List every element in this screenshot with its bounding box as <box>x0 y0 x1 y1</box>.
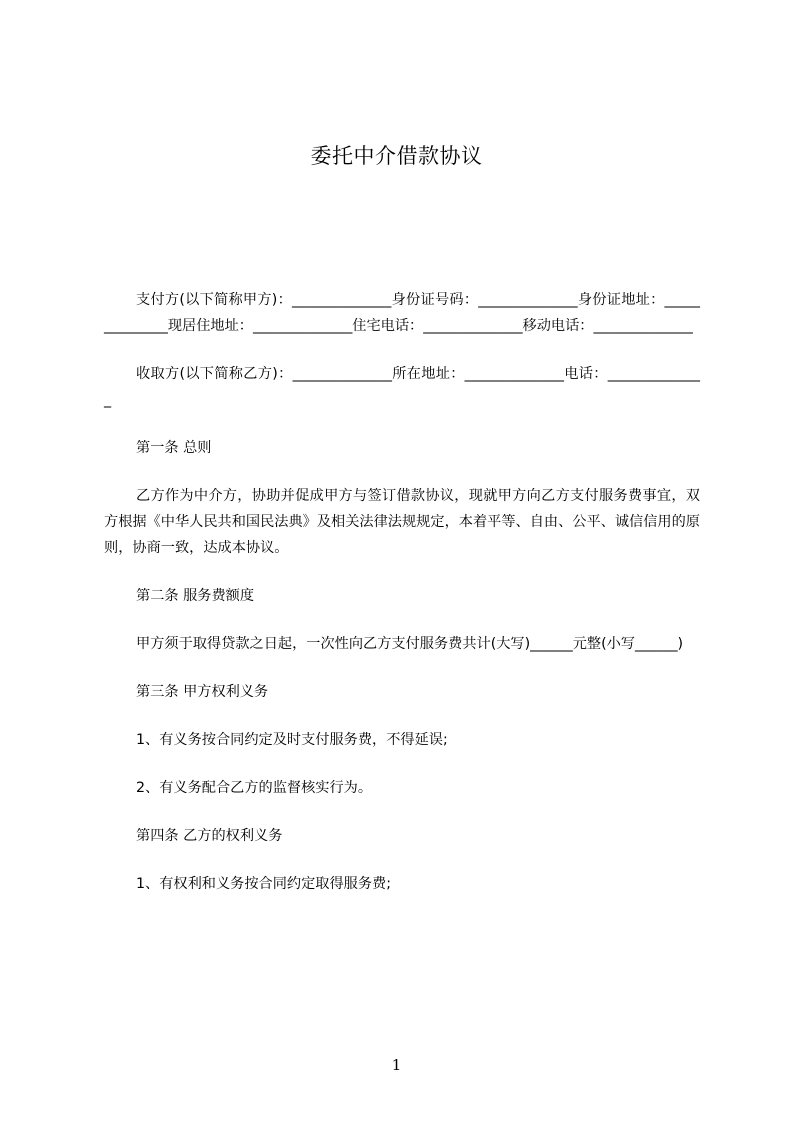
article-2-body: 甲方须于取得贷款之日起，一次性向乙方支付服务费共计(大写)______元整(小写______) <box>136 636 684 652</box>
spacer <box>104 609 700 631</box>
spacer <box>104 849 700 871</box>
article-1-heading: 第一条 总则 <box>136 440 212 456</box>
spacer <box>104 413 700 435</box>
spacer <box>104 561 700 583</box>
article-1-body: 乙方作为中介方，协助并促成甲方与签订借款协议，现就甲方向乙方支付服务费事宜，双方根据《中华人民共和国民法典》及相关法律法规规定，本着平等、自由、公平、诚信信用的原则，协商一致，达成本协议。 <box>104 488 700 556</box>
article-3-item-2: 2、有义务配合乙方的监督核实行为。 <box>136 780 373 796</box>
spacer <box>104 801 700 823</box>
article-3-item-1: 1、有义务按合同约定及时支付服务费，不得延误; <box>136 732 448 748</box>
article-2-heading: 第二条 服务费额度 <box>136 588 255 604</box>
article-4-heading: 第四条 乙方的权利义务 <box>136 828 283 844</box>
spacer <box>104 339 700 361</box>
spacer <box>104 657 700 679</box>
article-4-item-1: 1、有权利和义务按合同约定取得服务费; <box>136 876 391 892</box>
document-title: 委托中介借款协议 <box>310 144 483 168</box>
article-3-heading: 第三条 甲方权利义务 <box>136 684 269 700</box>
document-body <box>104 287 700 897</box>
spacer <box>104 461 700 483</box>
page-number: 1 <box>391 1056 402 1074</box>
spacer <box>104 705 700 727</box>
party-b-paragraph: 收取方(以下简称乙方)：______________所在地址：______________电话：______________ <box>104 366 700 408</box>
spacer <box>104 753 700 775</box>
party-a-paragraph: 支付方(以下简称甲方)：______________身份证号码：______________身份证地址：______________现居住地址：______________住宅电话：______________移动电话：______________ <box>104 292 700 334</box>
